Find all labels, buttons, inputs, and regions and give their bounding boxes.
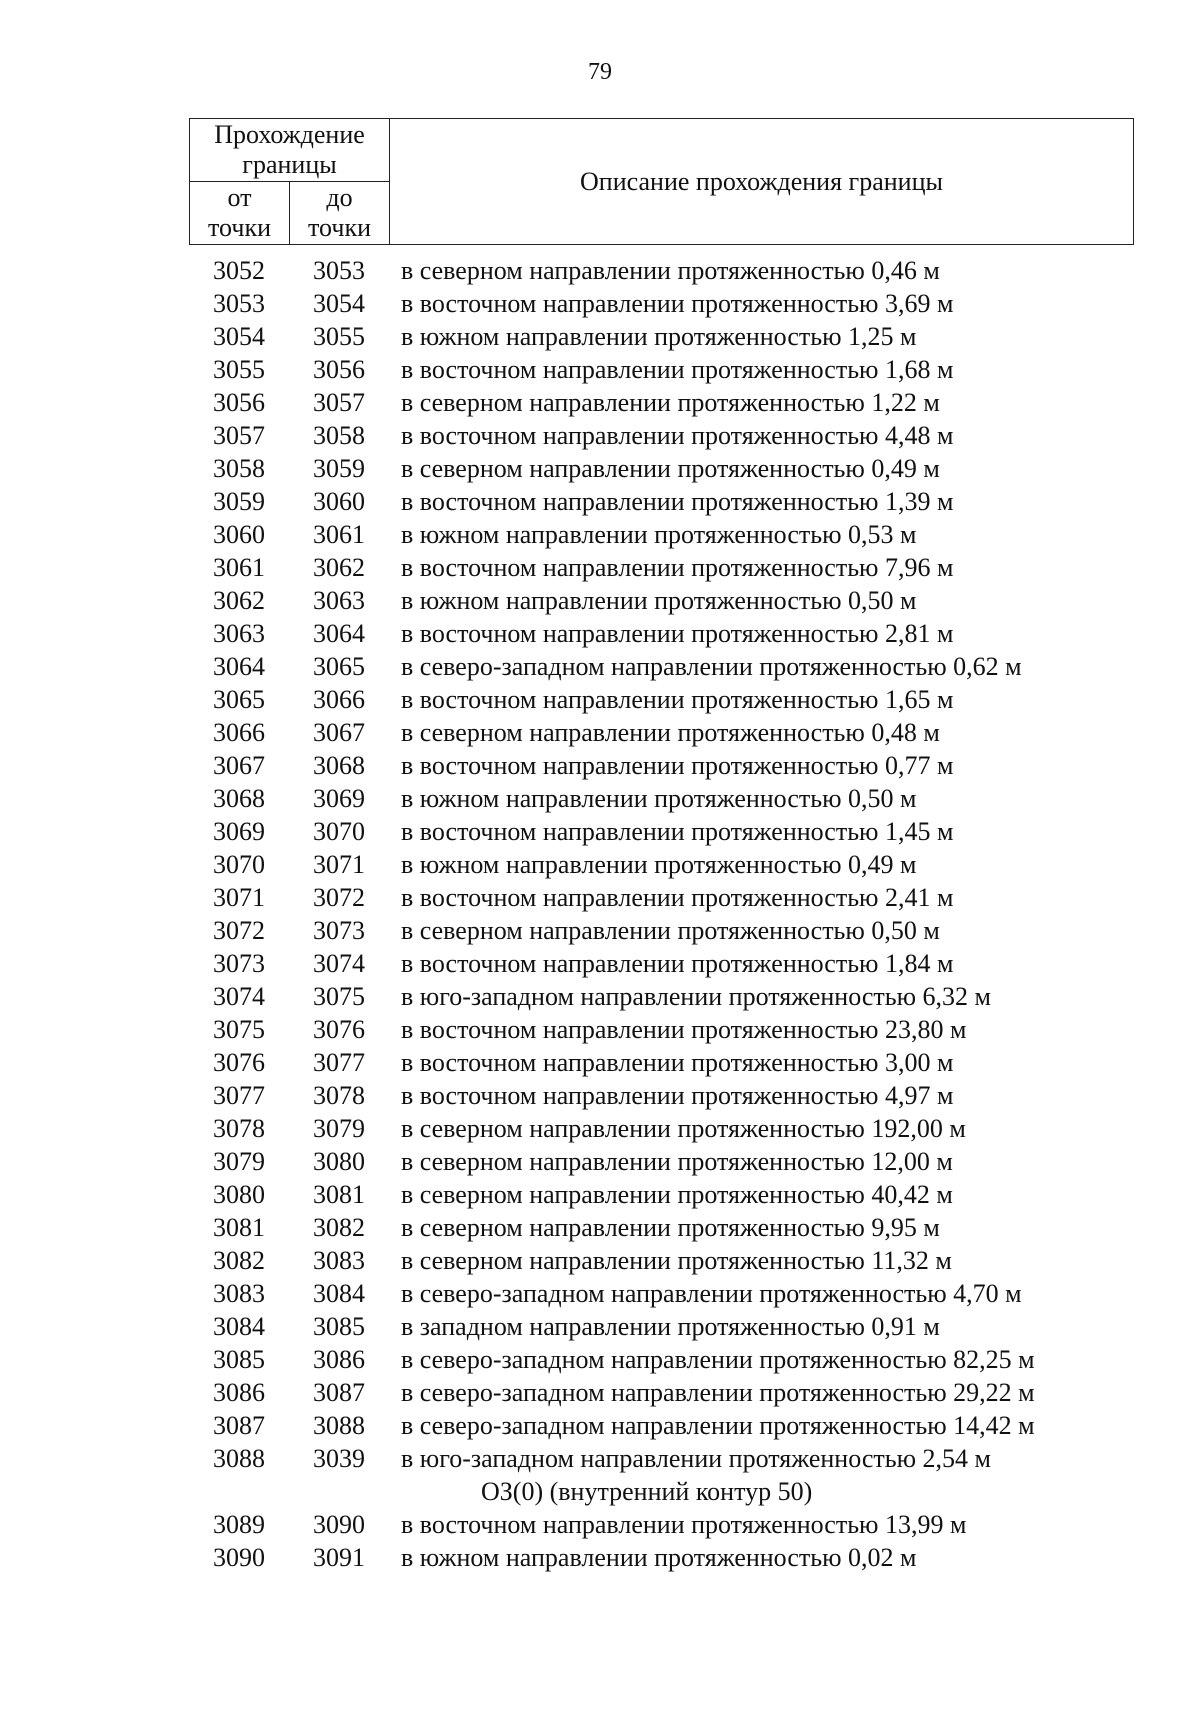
row-description: в восточном направлении протяженностью 2,81 м: [401, 619, 954, 648]
point-from: 3085: [213, 1345, 265, 1374]
row-description: в западном направлении протяженностью 0,91 м: [401, 1312, 940, 1341]
table-row: [189, 1376, 1189, 1409]
point-to: 3090: [313, 1510, 365, 1539]
point-from: 3068: [213, 784, 265, 813]
boundary-rows: [189, 254, 1189, 1574]
table-row: [189, 1409, 1189, 1442]
point-from: 3088: [213, 1444, 265, 1473]
point-to: 3056: [313, 355, 365, 384]
point-to: 3064: [313, 619, 365, 648]
row-description: в северном направлении протяженностью 1,22 м: [401, 388, 940, 417]
table-row: [189, 1442, 1189, 1475]
point-from: 3084: [213, 1312, 265, 1341]
point-from: 3065: [213, 685, 265, 714]
point-from: 3070: [213, 850, 265, 879]
row-description: в северном направлении протяженностью 12,00 м: [401, 1147, 953, 1176]
point-to: 3053: [313, 256, 365, 285]
table-row: [189, 584, 1189, 617]
header-group-label: Прохождение границы: [214, 120, 365, 179]
table-row: [189, 287, 1189, 320]
table-row: [189, 617, 1189, 650]
row-description: в северо-западном направлении протяженностью 14,42 м: [401, 1411, 1035, 1440]
row-description: в южном направлении протяженностью 1,25 м: [401, 322, 917, 351]
table-row: [189, 1244, 1189, 1277]
point-to: 3077: [313, 1048, 365, 1077]
point-to: 3078: [313, 1081, 365, 1110]
table-row: [189, 683, 1189, 716]
point-from: 3069: [213, 817, 265, 846]
header-from-cell: [190, 182, 290, 245]
table-row: [189, 1508, 1189, 1541]
point-from: 3073: [213, 949, 265, 978]
table-row: [189, 1541, 1189, 1574]
table-row: [189, 881, 1189, 914]
point-to: 3069: [313, 784, 365, 813]
point-from: 3087: [213, 1411, 265, 1440]
point-from: 3064: [213, 652, 265, 681]
row-description: в южном направлении протяженностью 0,49 м: [401, 850, 917, 879]
point-from: 3061: [213, 553, 265, 582]
row-description: в южном направлении протяженностью 0,50 м: [401, 586, 917, 615]
point-to: 3072: [313, 883, 365, 912]
point-from: 3062: [213, 586, 265, 615]
point-from: 3055: [213, 355, 265, 384]
point-to: 3081: [313, 1180, 365, 1209]
point-from: 3058: [213, 454, 265, 483]
row-description: в восточном направлении протяженностью 13,99 м: [401, 1510, 967, 1539]
point-to: 3082: [313, 1213, 365, 1242]
point-to: 3061: [313, 520, 365, 549]
row-description: в южном направлении протяженностью 0,50 м: [401, 784, 917, 813]
point-to: 3067: [313, 718, 365, 747]
point-to: 3070: [313, 817, 365, 846]
row-description: в северном направлении протяженностью 9,95 м: [401, 1213, 940, 1242]
row-description: в восточном направлении протяженностью 1,65 м: [401, 685, 954, 714]
point-from: 3080: [213, 1180, 265, 1209]
point-to: 3057: [313, 388, 365, 417]
point-from: 3074: [213, 982, 265, 1011]
point-to: 3084: [313, 1279, 365, 1308]
header-description-cell: [390, 119, 1134, 245]
point-from: 3075: [213, 1015, 265, 1044]
row-description: в северном направлении протяженностью 40,42 м: [401, 1180, 953, 1209]
table-row: [189, 650, 1189, 683]
point-from: 3077: [213, 1081, 265, 1110]
row-description: в восточном направлении протяженностью 4,48 м: [401, 421, 954, 450]
point-to: 3074: [313, 949, 365, 978]
row-description: в юго-западном направлении протяженностью 6,32 м: [401, 982, 991, 1011]
point-from: 3067: [213, 751, 265, 780]
point-to: 3080: [313, 1147, 365, 1176]
rows-after: [189, 1508, 1189, 1574]
point-from: 3054: [213, 322, 265, 351]
point-from: 3072: [213, 916, 265, 945]
point-to: 3086: [313, 1345, 365, 1374]
table-row: [189, 1178, 1189, 1211]
row-description: в северном направлении протяженностью 0,49 м: [401, 454, 940, 483]
point-to: 3058: [313, 421, 365, 450]
point-to: 3059: [313, 454, 365, 483]
row-description: в северном направлении протяженностью 192,00 м: [401, 1114, 966, 1143]
row-description: в восточном направлении протяженностью 4,97 м: [401, 1081, 954, 1110]
point-to: 3068: [313, 751, 365, 780]
point-from: 3076: [213, 1048, 265, 1077]
row-description: в северо-западном направлении протяженностью 82,25 м: [401, 1345, 1035, 1374]
table-row: [189, 518, 1189, 551]
point-from: 3052: [213, 256, 265, 285]
point-to: 3055: [313, 322, 365, 351]
point-to: 3073: [313, 916, 365, 945]
point-from: 3060: [213, 520, 265, 549]
row-description: в восточном направлении протяженностью 2,41 м: [401, 883, 954, 912]
point-from: 3071: [213, 883, 265, 912]
point-to: 3066: [313, 685, 365, 714]
point-to: 3039: [313, 1444, 365, 1473]
point-from: 3078: [213, 1114, 265, 1143]
table-row: [189, 1046, 1189, 1079]
point-to: 3087: [313, 1378, 365, 1407]
row-description: в северном направлении протяженностью 0,50 м: [401, 916, 940, 945]
point-to: 3085: [313, 1312, 365, 1341]
table-row: [189, 1211, 1189, 1244]
table-row: [189, 1079, 1189, 1112]
point-to: 3065: [313, 652, 365, 681]
row-description: в северном направлении протяженностью 0,46 м: [401, 256, 940, 285]
point-from: 3057: [213, 421, 265, 450]
row-description: в юго-западном направлении протяженностью 2,54 м: [401, 1444, 991, 1473]
point-from: 3090: [213, 1543, 265, 1572]
row-description: в восточном направлении протяженностью 3,69 м: [401, 289, 954, 318]
header-group-cell: [190, 119, 390, 182]
point-from: 3081: [213, 1213, 265, 1242]
table-row: [189, 1112, 1189, 1145]
point-from: 3082: [213, 1246, 265, 1275]
table-row: [189, 485, 1189, 518]
point-from: 3089: [213, 1510, 265, 1539]
row-description: в южном направлении протяженностью 0,02 м: [401, 1543, 917, 1572]
point-to: 3075: [313, 982, 365, 1011]
table-row: [189, 1343, 1189, 1376]
header-to-label: до точки: [308, 183, 371, 242]
row-description: в северо-западном направлении протяженностью 29,22 м: [401, 1378, 1035, 1407]
header-from-label: от точки: [208, 183, 271, 242]
row-description: в северном направлении протяженностью 0,48 м: [401, 718, 940, 747]
table-row: [189, 452, 1189, 485]
point-from: 3083: [213, 1279, 265, 1308]
point-from: 3066: [213, 718, 265, 747]
table-header: [189, 118, 1134, 245]
row-description: в восточном направлении протяженностью 1,39 м: [401, 487, 954, 516]
point-from: 3053: [213, 289, 265, 318]
point-to: 3071: [313, 850, 365, 879]
row-description: в восточном направлении протяженностью 1,68 м: [401, 355, 954, 384]
table-row: [189, 815, 1189, 848]
row-description: в восточном направлении протяженностью 23,80 м: [401, 1015, 967, 1044]
row-description: в восточном направлении протяженностью 1,45 м: [401, 817, 954, 846]
table-row: [189, 386, 1189, 419]
header-to-cell: [290, 182, 390, 245]
table-row: [189, 1145, 1189, 1178]
rows-main: [189, 254, 1189, 1475]
point-to: 3088: [313, 1411, 365, 1440]
row-description: в южном направлении протяженностью 0,53 м: [401, 520, 917, 549]
table-row: [189, 419, 1189, 452]
point-to: 3091: [313, 1543, 365, 1572]
point-to: 3076: [313, 1015, 365, 1044]
table-row: [189, 1310, 1189, 1343]
table-row: [189, 782, 1189, 815]
row-description: в восточном направлении протяженностью 3,00 м: [401, 1048, 954, 1077]
table-row: [189, 848, 1189, 881]
row-description: в северном направлении протяженностью 11,32 м: [401, 1246, 952, 1275]
row-description: в восточном направлении протяженностью 1,84 м: [401, 949, 954, 978]
point-from: 3079: [213, 1147, 265, 1176]
table-row: [189, 716, 1189, 749]
table-row: [189, 749, 1189, 782]
table-row: [189, 254, 1189, 287]
row-description: в северо-западном направлении протяженностью 4,70 м: [401, 1279, 1022, 1308]
table-row: [189, 947, 1189, 980]
page-number: 79: [588, 59, 612, 85]
point-from: 3063: [213, 619, 265, 648]
point-to: 3063: [313, 586, 365, 615]
table-row: [189, 914, 1189, 947]
point-from: 3059: [213, 487, 265, 516]
table-row: [189, 980, 1189, 1013]
table-row: [189, 1013, 1189, 1046]
row-description: в восточном направлении протяженностью 0,77 м: [401, 751, 954, 780]
row-description: в северо-западном направлении протяженностью 0,62 м: [401, 652, 1022, 681]
point-to: 3083: [313, 1246, 365, 1275]
point-from: 3056: [213, 388, 265, 417]
table-row: [189, 1277, 1189, 1310]
point-to: 3054: [313, 289, 365, 318]
table-row: [189, 353, 1189, 386]
table-row: [189, 320, 1189, 353]
point-from: 3086: [213, 1378, 265, 1407]
point-to: 3079: [313, 1114, 365, 1143]
point-to: 3060: [313, 487, 365, 516]
point-to: 3062: [313, 553, 365, 582]
header-description-label: Описание прохождения границы: [580, 166, 943, 196]
table-row: [189, 551, 1189, 584]
row-description: в восточном направлении протяженностью 7,96 м: [401, 553, 954, 582]
section-title: ОЗ(0) (внутренний контур 50): [481, 1477, 813, 1506]
